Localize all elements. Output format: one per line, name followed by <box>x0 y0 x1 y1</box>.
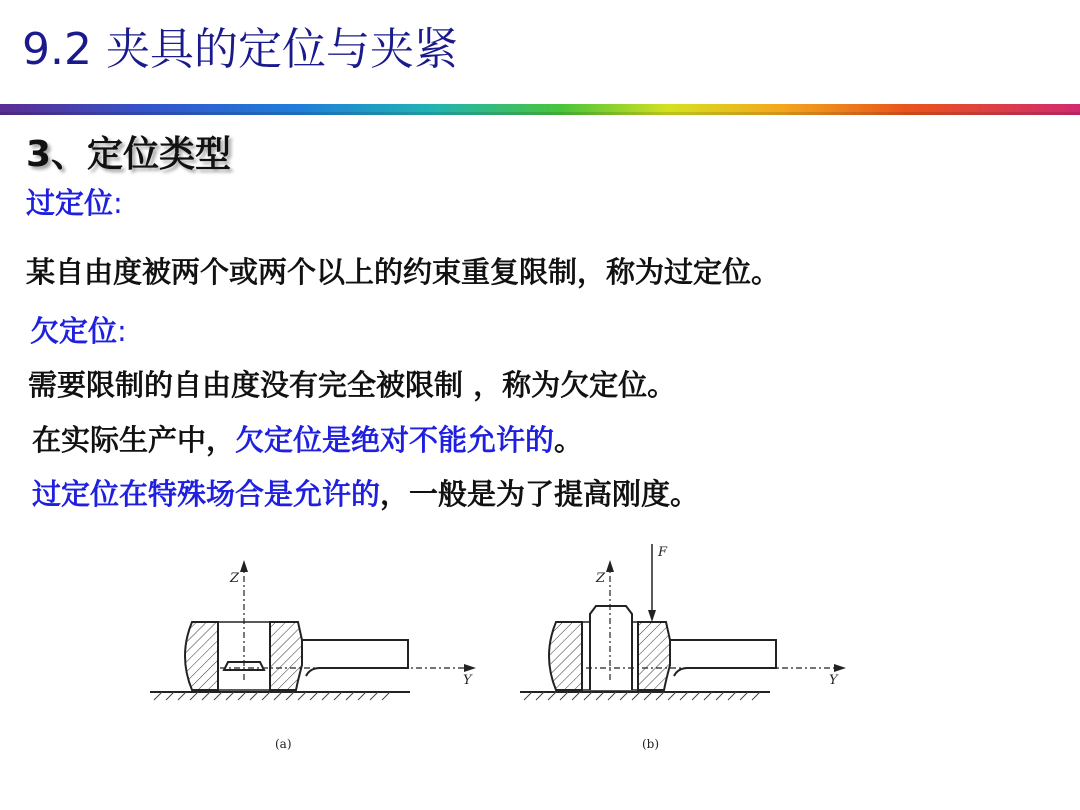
panel-b-z-arrow <box>606 560 614 572</box>
panel-b-part-right-wall <box>638 622 670 690</box>
panel-b-y-label: Y <box>829 673 838 688</box>
over-positioning-term: 过定位 <box>26 186 114 220</box>
panel-b-long-pin <box>590 606 632 690</box>
panel-a-y-arrow <box>464 664 476 672</box>
slide-title: 9.2 夹具的定位与夹紧 <box>22 24 458 75</box>
conclusion-1-prefix: 在实际生产中， <box>32 423 236 457</box>
over-positioning-definition: 某自由度被两个或两个以上的约束重复限制，称为过定位。 <box>26 255 781 289</box>
over-positioning-term-line <box>26 181 123 222</box>
panel-a-part-left-wall <box>185 622 218 690</box>
panel-b-arm <box>670 640 776 676</box>
panel-b-force-arrow <box>648 610 656 622</box>
conclusion-1-emphasis: 欠定位是绝对不能允许的 <box>235 423 555 457</box>
section-heading: 3、定位类型 <box>26 134 232 175</box>
panel-a-z-arrow <box>240 560 248 572</box>
conclusion-2-suffix: ，一般是为了提高刚度。 <box>380 477 700 511</box>
panel-b-part-left-wall <box>549 622 582 690</box>
panel-a-caption: (a) <box>275 737 292 751</box>
panel-b-force-label: F <box>658 545 668 560</box>
under-positioning-term-line <box>30 309 127 350</box>
conclusion-1-suffix: 。 <box>554 423 584 457</box>
header-color-band <box>0 104 1080 115</box>
panel-b-z-label: Z <box>596 571 606 586</box>
panel-b-caption: (b) <box>642 737 660 751</box>
panel-b-y-arrow <box>834 664 846 672</box>
panel-a-ground-hatch <box>154 692 390 700</box>
diagram-panel-b <box>520 544 846 751</box>
conclusion-line-2 <box>32 472 699 513</box>
conclusion-2-emphasis: 过定位在特殊场合是允许的 <box>32 477 381 511</box>
panel-a-arm <box>302 640 408 676</box>
conclusion-line-1 <box>32 418 583 459</box>
positioning-diagram <box>120 530 880 800</box>
under-positioning-colon: : <box>117 314 127 348</box>
over-positioning-colon: : <box>113 186 123 220</box>
panel-a-part-right-wall <box>270 622 302 690</box>
diagram-panel-a <box>150 560 476 751</box>
panel-a-y-label: Y <box>463 673 472 688</box>
panel-a-z-label: Z <box>230 571 240 586</box>
under-positioning-term: 欠定位 <box>30 314 118 348</box>
panel-b-ground-hatch <box>524 692 760 700</box>
under-positioning-definition: 需要限制的自由度没有完全被限制 ，称为欠定位。 <box>28 368 677 402</box>
